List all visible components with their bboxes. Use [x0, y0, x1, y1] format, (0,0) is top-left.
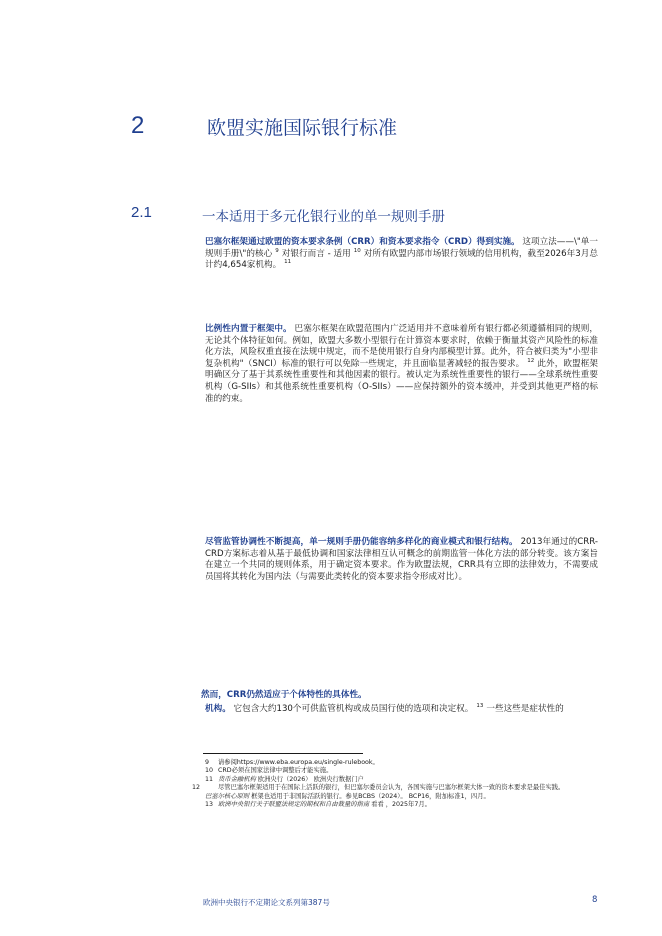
footnote-mark: 9: [205, 759, 210, 766]
footnote-italic: 巴塞尔核心原则: [205, 792, 250, 800]
footnote: [205, 801, 600, 809]
footnote-text: 尽管巴塞尔框架适用于在国际上活跃的银行，但巴塞尔委员会认为，各国实施与巴塞尔框架大体一致的资本要求是最佳实践。: [218, 784, 565, 792]
paragraph-4: [201, 690, 598, 715]
footnote-ref[interactable]: 9: [275, 247, 279, 254]
paragraph-text: 这项立法——\"单一规则手册\"的核心: [205, 237, 598, 259]
paragraph-lead: 然而，CRR仍然适应于个体特性的具体性。: [201, 690, 367, 700]
paragraph-text: 它包含大约130个可供监管机构或成员国行使的选项和决定权。: [230, 703, 474, 714]
footnote: [192, 784, 600, 792]
paragraph-3: [205, 537, 598, 583]
footnote-divider: [203, 753, 363, 754]
footnote-italic: 欧洲中央银行关于联盟法规定的期权和自由裁量的指南: [218, 801, 370, 809]
footnote-ref[interactable]: 12: [527, 357, 535, 364]
page-number: 8: [592, 895, 598, 905]
footnote-text: 框架也适用于非国际活跃的银行。参见BCBS（2024）。 BCP16，附加标准1，四月。: [251, 792, 490, 800]
footnote: [205, 793, 600, 801]
subsection-title: 一本适用于多元化银行业的单一规则手册: [202, 209, 445, 225]
paragraph-text: 巴塞尔框架在欧盟范围内广泛适用并不意味着所有银行都必须遵循相同的规则，无论其个体特征如何。例如，欧盟大多数小型银行在计算资本要求时，依赖于衡量其资产风险性的标准化方法，风险权重直接在法规中规定，而不是使用银行自身内部模型计算。此外，符合被归类为"小型非复杂机构"（SNCI）标准的银行可以免除一些规定，并且面临显著减轻的报告要求。: [205, 324, 598, 369]
footer-series-title: 欧洲中央银行不定期论文系列第387号: [203, 898, 330, 907]
paragraph-lead-continued: 机构。: [205, 703, 231, 714]
paragraph-lead: 尽管监管协调性不断提高，单一规则手册仍能容纳多样化的商业模式和银行结构。: [205, 537, 518, 547]
footnote-mark: 11: [205, 775, 214, 783]
footnote-ref[interactable]: 13: [476, 702, 484, 709]
footnote-text: 请参阅https://www.eba.europa.eu/single-rulebook。: [218, 759, 379, 766]
section-number: 2: [131, 112, 145, 139]
paragraph-1: [205, 237, 598, 272]
footnote-text: 欧洲央行（2026） 欧洲央行数据门户: [257, 775, 364, 783]
paragraph-text: 对所有欧盟内部市场银行领域的信用机构，截至2026年3月总计约4,654家机构。: [205, 248, 598, 271]
paragraph-2: [205, 324, 598, 405]
footnote: [205, 767, 600, 775]
footnote-mark: 12: [192, 784, 201, 792]
footnote-italic: 货币金融机构: [218, 775, 256, 783]
subsection-number: 2.1: [131, 204, 152, 221]
paragraph-text: 对银行而言 - 适用: [281, 248, 351, 259]
footnote-text: 看看 ，2025年7月。: [371, 801, 431, 809]
paragraph-lead: 比例性内置于框架中。: [205, 324, 292, 334]
footnotes: [192, 759, 600, 809]
footnote-ref[interactable]: 10: [353, 247, 361, 254]
footnote-text: CRD必须在国家法律中调整后才能实施。: [218, 767, 333, 775]
paragraph-text: 一些这些是症状性的: [486, 703, 564, 714]
paragraph-text: 此外，欧盟框架明确区分了基于其系统性重要性和其他因素的银行。被认定为系统性重要性的银行——全球系统性重要机构（G-SIIs）和其他系统性重要机构（O-SIIs）——应保持额外的资本缓冲，并受到其他更严格的标准的约束。: [205, 358, 598, 404]
section-title: 欧盟实施国际银行标准: [207, 117, 398, 139]
footnote-mark: 13: [205, 801, 214, 809]
footnote-mark: 10: [205, 767, 214, 775]
footnote: [205, 776, 600, 784]
paragraph-text: 2013年通过的CRR-CRD方案标志着从基于最低协调和国家法律相互认可概念的前期监管一体化方法的部分转变。该方案旨在建立一个共同的规则体系，用于确定资本要求。作为欧盟法规，CRR具有立即的法律效力，不需要成员国将其转化为国内法（与需要此类转化的资本要求指令形成对比）。: [205, 537, 598, 582]
paragraph-lead: 巴塞尔框架通过欧盟的资本要求条例（CRR）和资本要求指令（CRD）得到实施。: [205, 237, 520, 247]
footnote-ref[interactable]: 11: [284, 259, 292, 266]
